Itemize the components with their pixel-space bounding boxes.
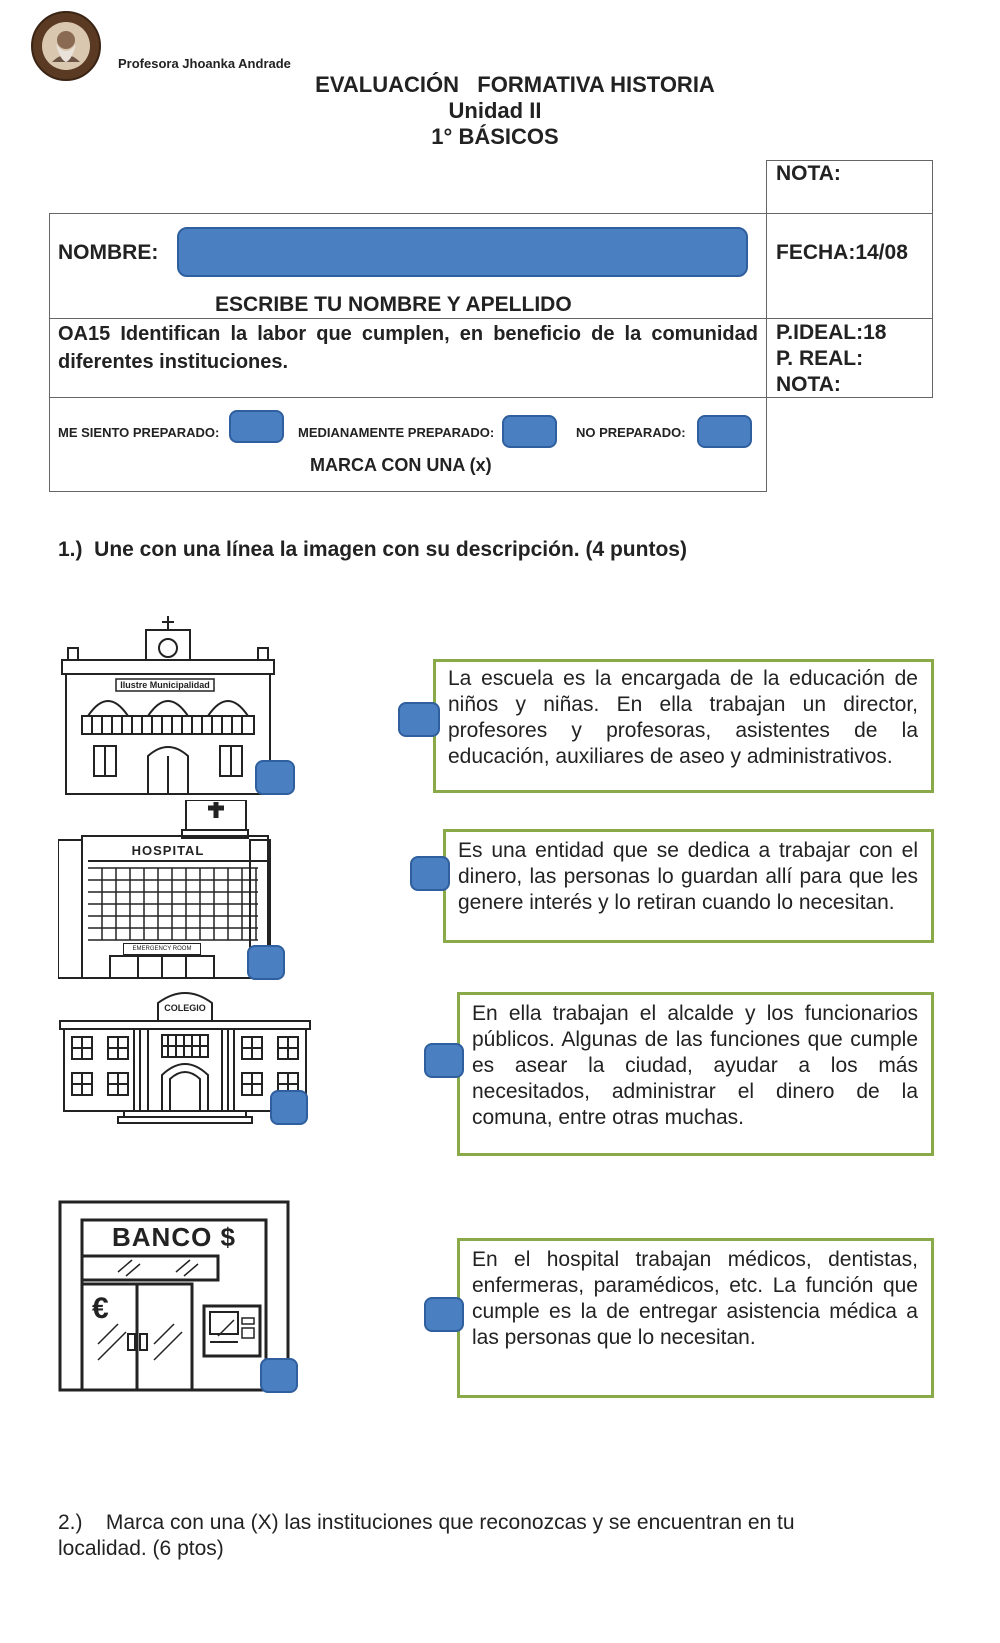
nombre-label: NOMBRE: xyxy=(58,241,159,264)
prep-label-not: NO PREPARADO: xyxy=(576,425,686,440)
municipality-building-icon xyxy=(58,616,278,796)
grade-title: 1° BÁSICOS xyxy=(431,124,559,149)
image-connector-municipality[interactable] xyxy=(255,760,295,795)
description-2: Es una entidad que se dedica a trabajar con el dinero, las personas lo guardan allí para que les genere interés y lo retiran cuando lo necesitan. xyxy=(458,839,918,914)
prep-checkbox-not[interactable] xyxy=(697,415,752,448)
description-connector-1[interactable] xyxy=(398,702,440,737)
prep-label-medium: MEDIANAMENTE PREPARADO: xyxy=(298,425,495,440)
question-1-prompt: 1.) Une con una línea la imagen con su descripción. (4 puntos) xyxy=(58,538,687,561)
objective-text: OA15 Identifican la labor que cumplen, en beneficio de la comunidad diferentes instituciones. xyxy=(58,323,758,373)
mark-instruction: MARCA CON UNA (x) xyxy=(310,455,492,475)
fecha-label: FECHA:14/08 xyxy=(776,241,908,264)
name-instruction: ESCRIBE TU NOMBRE Y APELLIDO xyxy=(215,293,572,316)
description-connector-2[interactable] xyxy=(410,856,450,891)
prep-checkbox-medium[interactable] xyxy=(502,415,557,448)
hospital-image xyxy=(58,800,278,980)
prep-label-ready: ME SIENTO PREPARADO: xyxy=(58,425,220,440)
name-input[interactable] xyxy=(177,227,748,277)
prep-checkbox-ready[interactable] xyxy=(229,410,284,443)
teacher-name: Profesora Jhoanka Andrade xyxy=(118,56,291,71)
description-connector-3[interactable] xyxy=(424,1043,464,1078)
hospital-door-sign: EMERGENCY ROOM xyxy=(124,944,200,954)
p-ideal-label: P.IDEAL:18 xyxy=(776,321,887,344)
image-connector-bank[interactable] xyxy=(260,1358,298,1393)
p-real-label: P. REAL: xyxy=(776,347,864,370)
description-1: La escuela es la encargada de la educación de niños y niñas. En ella trabajan un director, profesores y profesoras, asistentes de la educación, auxiliares de aseo y administrativos. xyxy=(448,667,918,768)
bank-image xyxy=(58,1200,290,1392)
question-2-prompt: 2.) Marca con una (X) las instituciones que reconozcas y se encuentran en tu localidad. (6 ptos) xyxy=(58,1511,801,1560)
school-sign: COLEGIO xyxy=(164,1003,206,1013)
image-connector-school[interactable] xyxy=(270,1090,308,1125)
description-4: En el hospital trabajan médicos, dentistas, enfermeras, paramédicos, etc. La función que cumple es la de entregar asistencia médica a las personas que lo necesitan. xyxy=(472,1248,918,1349)
description-3: En ella trabajan el alcalde y los funcionarios públicos. Algunas de las funciones que cumple es asear la ciudad, ayudar a los más necesitados, administrar el dinero de la comuna, entre otras muchas. xyxy=(472,1002,918,1129)
nota-label-2: NOTA: xyxy=(776,373,841,396)
hospital-sign: HOSPITAL xyxy=(131,843,205,858)
municipality-sign: Ilustre Municipalidad xyxy=(120,680,210,690)
image-connector-hospital[interactable] xyxy=(247,945,285,980)
unit-title: Unidad II xyxy=(448,98,542,123)
nota-label: NOTA: xyxy=(776,162,841,185)
description-connector-4[interactable] xyxy=(424,1297,464,1332)
page-title: EVALUACIÓN FORMATIVA HISTORIA xyxy=(315,72,715,97)
bank-euro-symbol: € xyxy=(92,1292,109,1325)
bank-sign: BANCO $ xyxy=(111,1222,236,1252)
municipality-image xyxy=(58,616,278,796)
